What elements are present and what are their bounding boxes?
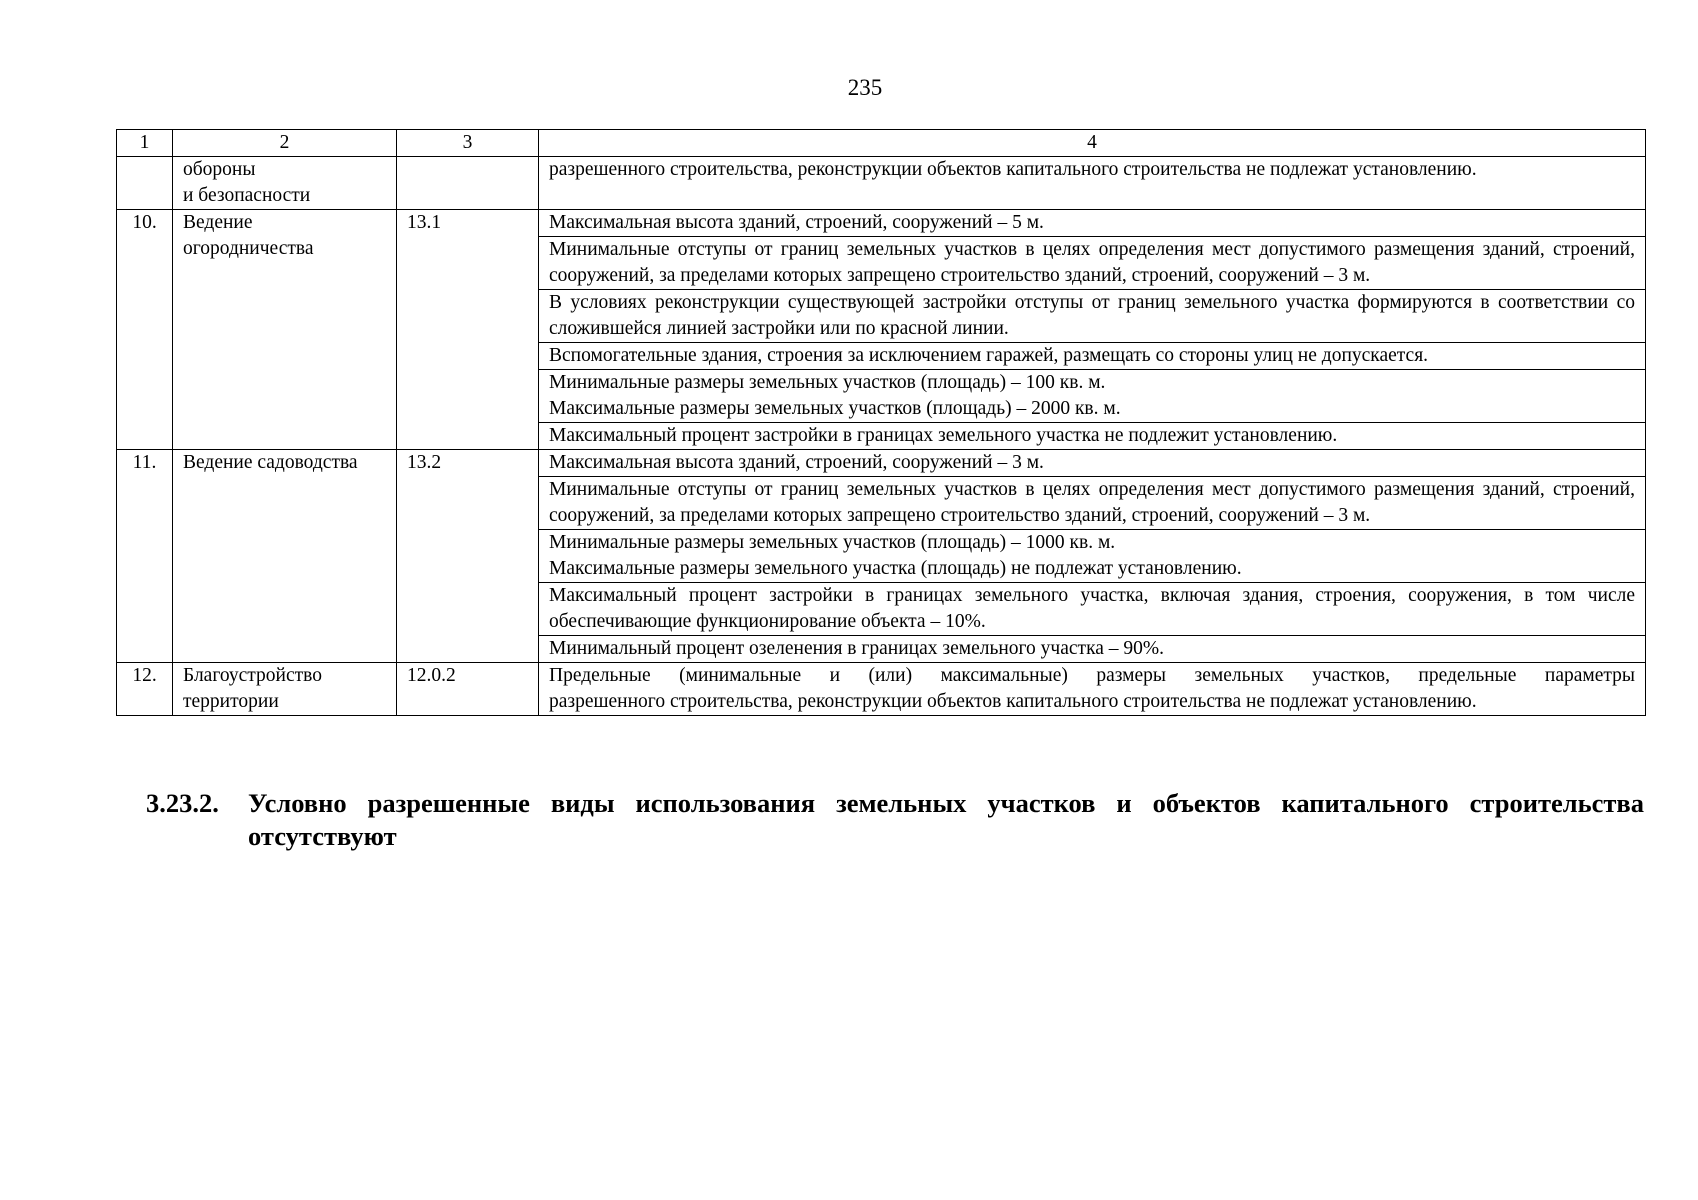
table-row [117, 663, 1646, 716]
table-row [117, 210, 1646, 237]
section-heading [146, 787, 1644, 853]
use-type-name-line: огородничества [183, 238, 314, 259]
parameter-text: Максимальные размеры земельных участков (площадь) – 2000 кв. м. [549, 398, 1121, 419]
code-cell [397, 157, 539, 210]
parameter-text: разрешенного строительства, реконструкции объектов капитального строительства не подлежат установлению. [549, 691, 1477, 712]
parameter-text: Максимальный процент застройки в границах земельного участка, включая здания, строения, сооружения, в том числе обеспечивающие функционирование объекта – 10%. [539, 583, 1646, 636]
column-header-1: 1 [117, 130, 173, 157]
use-type-cell: Ведение садоводства [173, 450, 397, 663]
parameter-text: Максимальная высота зданий, строений, сооружений – 5 м. [539, 210, 1646, 237]
use-type-name-line: территории [183, 691, 279, 712]
section-title: Условно разрешенные виды использования земельных участков и объектов капитального строительства отсутствуют [248, 788, 1644, 851]
code-cell: 12.0.2 [397, 663, 539, 716]
use-type-name-line: Ведение [183, 212, 253, 233]
column-header-3: 3 [397, 130, 539, 157]
row-number-cell: 11. [117, 450, 173, 663]
parameter-text: В условиях реконструкции существующей застройки отступы от границ земельного участка формируются в соответствии со сложившейся линией застройки или по красной линии. [539, 290, 1646, 343]
parameter-text: Максимальная высота зданий, строений, сооружений – 3 м. [539, 450, 1646, 477]
use-type-cell [173, 157, 397, 210]
use-type-name-line: и безопасности [183, 185, 311, 206]
use-type-cell [173, 663, 397, 716]
page-number: 235 [847, 75, 883, 100]
parameter-text: Минимальный процент озеленения в границах земельного участка – 90%. [539, 636, 1646, 663]
use-type-name-line: Благоустройство [183, 665, 322, 686]
table-row [117, 157, 1646, 210]
parameter-text: Максимальные размеры земельного участка (площадь) не подлежат установлению. [549, 558, 1242, 579]
row-number-cell: 10. [117, 210, 173, 450]
row-number-cell [117, 157, 173, 210]
parameter-text: Максимальный процент застройки в границах земельного участка не подлежит установлению. [539, 423, 1646, 450]
parameter-text: Предельные (минимальные и (или) максимальные) размеры земельных участков, предельные параметры [549, 665, 1635, 686]
code-cell: 13.1 [397, 210, 539, 450]
parameter-cell [539, 663, 1646, 716]
zoning-parameters-table [116, 129, 1646, 716]
parameter-text: Минимальные отступы от границ земельных участков в целях определения мест допустимого размещения зданий, строений, сооружений, за пределами которых запрещено строительство зданий, строений, сооружений – 3 м. [539, 477, 1646, 530]
code-cell: 13.2 [397, 450, 539, 663]
row-number-cell: 12. [117, 663, 173, 716]
column-header-4: 4 [539, 130, 1646, 157]
table-header-row [117, 130, 1646, 157]
parameter-text: Вспомогательные здания, строения за исключением гаражей, размещать со стороны улиц не допускается. [539, 343, 1646, 370]
parameter-cell [539, 370, 1646, 423]
use-type-name-line: обороны [183, 159, 256, 180]
parameter-text: Минимальные отступы от границ земельных участков в целях определения мест допустимого размещения зданий, строений, сооружений, за пределами которых запрещено строительство зданий, строений, сооружений – 3 м. [539, 237, 1646, 290]
section-number: 3.23.2. [146, 788, 219, 818]
column-header-2: 2 [173, 130, 397, 157]
table-row [117, 450, 1646, 477]
use-type-cell [173, 210, 397, 450]
parameter-text: разрешенного строительства, реконструкции объектов капитального строительства не подлежат установлению. [539, 157, 1646, 210]
parameter-text: Минимальные размеры земельных участков (площадь) – 100 кв. м. [549, 372, 1106, 393]
parameter-cell [539, 530, 1646, 583]
parameter-text: Минимальные размеры земельных участков (площадь) – 1000 кв. м. [549, 532, 1116, 553]
